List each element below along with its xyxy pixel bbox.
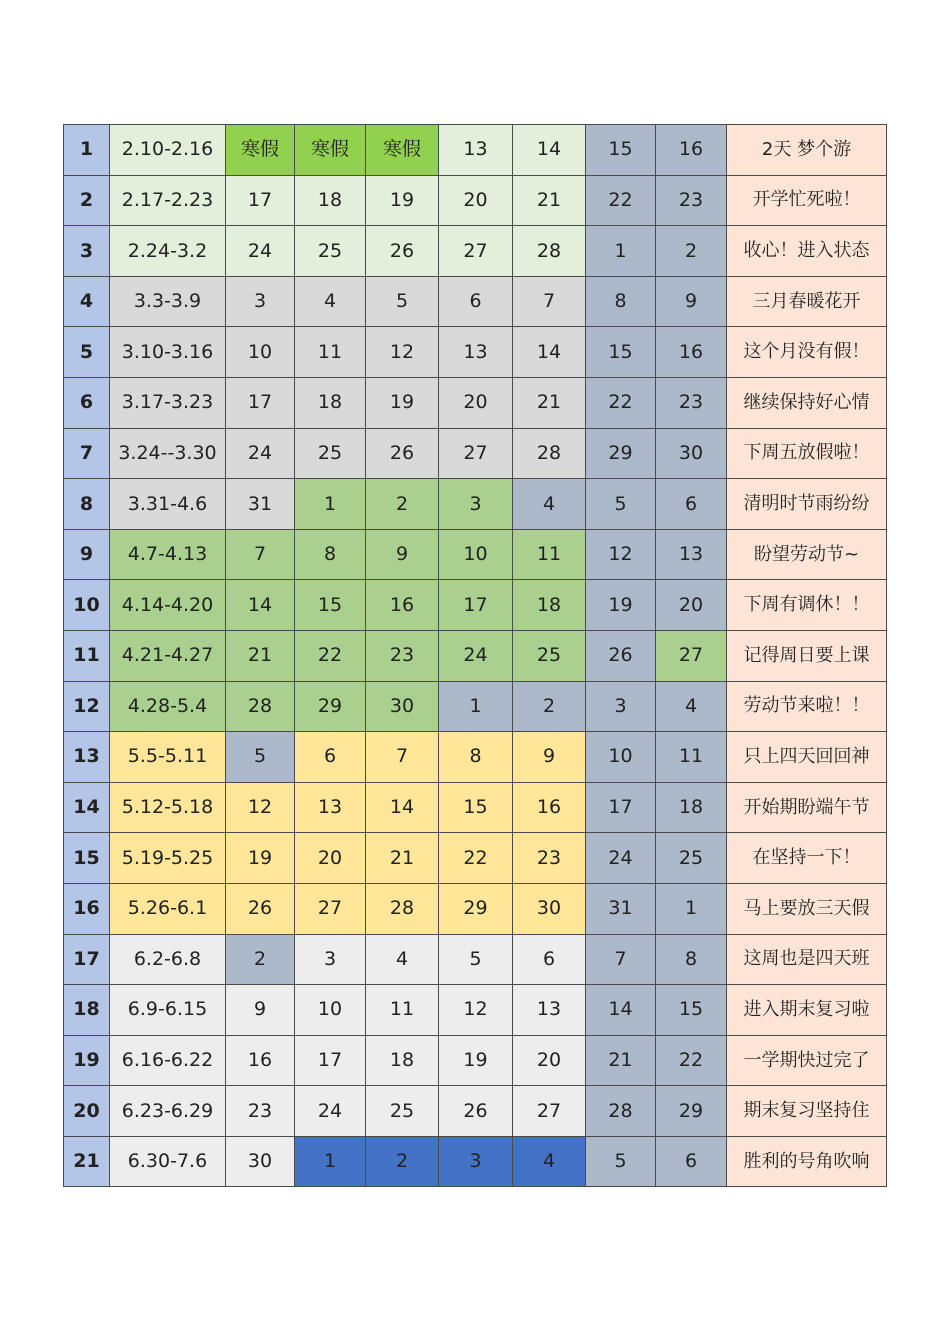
week-note: 进入期末复习啦 (727, 985, 887, 1036)
day-cell: 2 (226, 934, 295, 985)
date-range: 4.21-4.27 (110, 630, 226, 681)
day-cell: 25 (366, 1086, 439, 1137)
day-cell: 20 (439, 377, 513, 428)
day-cell: 26 (439, 1086, 513, 1137)
week-number: 17 (64, 934, 110, 985)
day-cell: 3 (295, 934, 366, 985)
week-note: 2天 梦个游 (727, 125, 887, 176)
week-row (64, 883, 887, 934)
day-cell: 15 (656, 985, 727, 1036)
week-number: 14 (64, 782, 110, 833)
day-cell: 7 (226, 529, 295, 580)
day-cell: 12 (586, 529, 656, 580)
day-cell: 16 (513, 782, 586, 833)
week-number: 10 (64, 580, 110, 631)
day-cell: 12 (226, 782, 295, 833)
day-cell: 15 (439, 782, 513, 833)
day-cell: 22 (295, 630, 366, 681)
day-cell: 28 (513, 428, 586, 479)
day-cell: 4 (366, 934, 439, 985)
day-cell: 2 (366, 1136, 439, 1187)
day-cell: 30 (366, 681, 439, 732)
day-cell: 1 (439, 681, 513, 732)
day-cell: 23 (513, 833, 586, 884)
day-cell: 26 (586, 630, 656, 681)
day-cell: 29 (439, 883, 513, 934)
day-cell: 6 (439, 276, 513, 327)
day-cell: 10 (295, 985, 366, 1036)
day-cell: 20 (513, 1035, 586, 1086)
date-range: 4.28-5.4 (110, 681, 226, 732)
day-cell: 31 (586, 883, 656, 934)
day-cell: 7 (513, 276, 586, 327)
day-cell: 11 (656, 732, 727, 783)
day-cell: 12 (366, 327, 439, 378)
week-note: 收心！进入状态 (727, 226, 887, 277)
day-cell: 1 (656, 883, 727, 934)
day-cell: 1 (295, 1136, 366, 1187)
week-number: 21 (64, 1136, 110, 1187)
date-range: 2.17-2.23 (110, 175, 226, 226)
date-range: 5.26-6.1 (110, 883, 226, 934)
week-note: 一学期快过完了 (727, 1035, 887, 1086)
week-number: 11 (64, 630, 110, 681)
day-cell: 6 (513, 934, 586, 985)
week-row (64, 1035, 887, 1086)
day-cell: 27 (513, 1086, 586, 1137)
week-row (64, 630, 887, 681)
week-note: 这个月没有假！ (727, 327, 887, 378)
day-cell: 29 (586, 428, 656, 479)
day-cell: 1 (586, 226, 656, 277)
day-cell: 21 (366, 833, 439, 884)
date-range: 4.7-4.13 (110, 529, 226, 580)
day-cell: 18 (656, 782, 727, 833)
day-cell: 3 (586, 681, 656, 732)
week-note: 这周也是四天班 (727, 934, 887, 985)
day-cell: 24 (439, 630, 513, 681)
date-range: 3.31-4.6 (110, 479, 226, 530)
day-cell: 5 (586, 1136, 656, 1187)
day-cell: 8 (439, 732, 513, 783)
day-cell: 17 (226, 377, 295, 428)
date-range: 3.17-3.23 (110, 377, 226, 428)
day-cell: 31 (226, 479, 295, 530)
week-number: 19 (64, 1035, 110, 1086)
week-number: 13 (64, 732, 110, 783)
day-cell: 5 (586, 479, 656, 530)
week-number: 18 (64, 985, 110, 1036)
day-cell: 14 (586, 985, 656, 1036)
day-cell: 6 (656, 1136, 727, 1187)
date-range: 6.23-6.29 (110, 1086, 226, 1137)
week-number: 7 (64, 428, 110, 479)
day-cell: 18 (366, 1035, 439, 1086)
day-cell: 23 (226, 1086, 295, 1137)
day-cell: 8 (586, 276, 656, 327)
day-cell: 寒假 (295, 125, 366, 176)
day-cell: 12 (439, 985, 513, 1036)
day-cell: 11 (366, 985, 439, 1036)
day-cell: 10 (226, 327, 295, 378)
day-cell: 17 (586, 782, 656, 833)
day-cell: 28 (513, 226, 586, 277)
day-cell: 寒假 (366, 125, 439, 176)
week-note: 下周五放假啦！ (727, 428, 887, 479)
day-cell: 7 (586, 934, 656, 985)
day-cell: 4 (513, 1136, 586, 1187)
week-note: 记得周日要上课 (727, 630, 887, 681)
week-row (64, 985, 887, 1036)
date-range: 5.19-5.25 (110, 833, 226, 884)
date-range: 3.10-3.16 (110, 327, 226, 378)
week-row (64, 1136, 887, 1187)
day-cell: 13 (656, 529, 727, 580)
day-cell: 10 (586, 732, 656, 783)
day-cell: 13 (439, 125, 513, 176)
calendar-body (64, 125, 887, 1187)
week-note: 期末复习坚持住 (727, 1086, 887, 1137)
day-cell: 21 (586, 1035, 656, 1086)
week-number: 12 (64, 681, 110, 732)
day-cell: 25 (295, 428, 366, 479)
day-cell: 17 (439, 580, 513, 631)
date-range: 5.12-5.18 (110, 782, 226, 833)
day-cell: 寒假 (226, 125, 295, 176)
day-cell: 23 (366, 630, 439, 681)
day-cell: 26 (366, 226, 439, 277)
date-range: 4.14-4.20 (110, 580, 226, 631)
week-row (64, 226, 887, 277)
day-cell: 26 (366, 428, 439, 479)
day-cell: 24 (586, 833, 656, 884)
day-cell: 24 (226, 428, 295, 479)
day-cell: 20 (295, 833, 366, 884)
day-cell: 28 (366, 883, 439, 934)
day-cell: 4 (295, 276, 366, 327)
day-cell: 28 (586, 1086, 656, 1137)
week-note: 继续保持好心情 (727, 377, 887, 428)
day-cell: 5 (226, 732, 295, 783)
day-cell: 3 (226, 276, 295, 327)
day-cell: 14 (513, 125, 586, 176)
day-cell: 8 (656, 934, 727, 985)
day-cell: 2 (366, 479, 439, 530)
week-note: 胜利的号角吹响 (727, 1136, 887, 1187)
week-row (64, 934, 887, 985)
day-cell: 19 (586, 580, 656, 631)
day-cell: 11 (295, 327, 366, 378)
day-cell: 27 (439, 428, 513, 479)
date-range: 6.9-6.15 (110, 985, 226, 1036)
date-range: 6.30-7.6 (110, 1136, 226, 1187)
week-note: 清明时节雨纷纷 (727, 479, 887, 530)
day-cell: 20 (439, 175, 513, 226)
day-cell: 27 (439, 226, 513, 277)
day-cell: 16 (366, 580, 439, 631)
week-row (64, 529, 887, 580)
day-cell: 18 (295, 175, 366, 226)
week-number: 8 (64, 479, 110, 530)
day-cell: 2 (513, 681, 586, 732)
week-number: 5 (64, 327, 110, 378)
day-cell: 17 (295, 1035, 366, 1086)
week-note: 在坚持一下！ (727, 833, 887, 884)
week-number: 15 (64, 833, 110, 884)
date-range: 3.3-3.9 (110, 276, 226, 327)
day-cell: 24 (226, 226, 295, 277)
date-range: 5.5-5.11 (110, 732, 226, 783)
day-cell: 16 (656, 327, 727, 378)
week-number: 6 (64, 377, 110, 428)
week-row (64, 125, 887, 176)
week-row (64, 1086, 887, 1137)
week-row (64, 428, 887, 479)
day-cell: 6 (295, 732, 366, 783)
date-range: 3.24--3.30 (110, 428, 226, 479)
day-cell: 16 (656, 125, 727, 176)
day-cell: 4 (656, 681, 727, 732)
day-cell: 19 (226, 833, 295, 884)
day-cell: 10 (439, 529, 513, 580)
day-cell: 22 (439, 833, 513, 884)
day-cell: 1 (295, 479, 366, 530)
day-cell: 24 (295, 1086, 366, 1137)
week-note: 劳动节来啦！！ (727, 681, 887, 732)
date-range: 6.16-6.22 (110, 1035, 226, 1086)
day-cell: 15 (586, 327, 656, 378)
week-number: 2 (64, 175, 110, 226)
week-number: 16 (64, 883, 110, 934)
day-cell: 29 (656, 1086, 727, 1137)
day-cell: 26 (226, 883, 295, 934)
day-cell: 25 (513, 630, 586, 681)
week-number: 9 (64, 529, 110, 580)
week-row (64, 276, 887, 327)
day-cell: 14 (226, 580, 295, 631)
date-range: 2.24-3.2 (110, 226, 226, 277)
day-cell: 3 (439, 1136, 513, 1187)
day-cell: 18 (513, 580, 586, 631)
day-cell: 5 (439, 934, 513, 985)
day-cell: 19 (366, 377, 439, 428)
day-cell: 2 (656, 226, 727, 277)
day-cell: 13 (295, 782, 366, 833)
week-note: 开学忙死啦！ (727, 175, 887, 226)
day-cell: 17 (226, 175, 295, 226)
day-cell: 13 (513, 985, 586, 1036)
day-cell: 30 (656, 428, 727, 479)
day-cell: 7 (366, 732, 439, 783)
day-cell: 9 (513, 732, 586, 783)
date-range: 2.10-2.16 (110, 125, 226, 176)
week-note: 马上要放三天假 (727, 883, 887, 934)
day-cell: 5 (366, 276, 439, 327)
day-cell: 19 (366, 175, 439, 226)
day-cell: 18 (295, 377, 366, 428)
day-cell: 28 (226, 681, 295, 732)
week-note: 只上四天回回神 (727, 732, 887, 783)
day-cell: 14 (513, 327, 586, 378)
day-cell: 22 (586, 175, 656, 226)
week-row (64, 732, 887, 783)
day-cell: 14 (366, 782, 439, 833)
week-number: 1 (64, 125, 110, 176)
week-row (64, 377, 887, 428)
week-note: 三月春暖花开 (727, 276, 887, 327)
day-cell: 13 (439, 327, 513, 378)
week-note: 盼望劳动节~ (727, 529, 887, 580)
week-row (64, 175, 887, 226)
day-cell: 3 (439, 479, 513, 530)
day-cell: 30 (513, 883, 586, 934)
day-cell: 25 (295, 226, 366, 277)
week-row (64, 833, 887, 884)
day-cell: 27 (656, 630, 727, 681)
date-range: 6.2-6.8 (110, 934, 226, 985)
day-cell: 19 (439, 1035, 513, 1086)
day-cell: 6 (656, 479, 727, 530)
day-cell: 30 (226, 1136, 295, 1187)
day-cell: 25 (656, 833, 727, 884)
day-cell: 21 (513, 175, 586, 226)
week-note: 下周有调休！！ (727, 580, 887, 631)
day-cell: 8 (295, 529, 366, 580)
week-row (64, 327, 887, 378)
day-cell: 22 (586, 377, 656, 428)
week-row (64, 681, 887, 732)
day-cell: 15 (295, 580, 366, 631)
day-cell: 4 (513, 479, 586, 530)
semester-calendar-table (63, 124, 887, 1187)
week-number: 4 (64, 276, 110, 327)
week-row (64, 782, 887, 833)
week-note: 开始期盼端午节 (727, 782, 887, 833)
day-cell: 20 (656, 580, 727, 631)
week-row (64, 479, 887, 530)
day-cell: 21 (513, 377, 586, 428)
day-cell: 11 (513, 529, 586, 580)
day-cell: 9 (656, 276, 727, 327)
day-cell: 15 (586, 125, 656, 176)
day-cell: 22 (656, 1035, 727, 1086)
day-cell: 23 (656, 175, 727, 226)
week-number: 3 (64, 226, 110, 277)
day-cell: 21 (226, 630, 295, 681)
day-cell: 23 (656, 377, 727, 428)
day-cell: 9 (366, 529, 439, 580)
day-cell: 29 (295, 681, 366, 732)
week-row (64, 580, 887, 631)
day-cell: 27 (295, 883, 366, 934)
week-number: 20 (64, 1086, 110, 1137)
day-cell: 16 (226, 1035, 295, 1086)
day-cell: 9 (226, 985, 295, 1036)
